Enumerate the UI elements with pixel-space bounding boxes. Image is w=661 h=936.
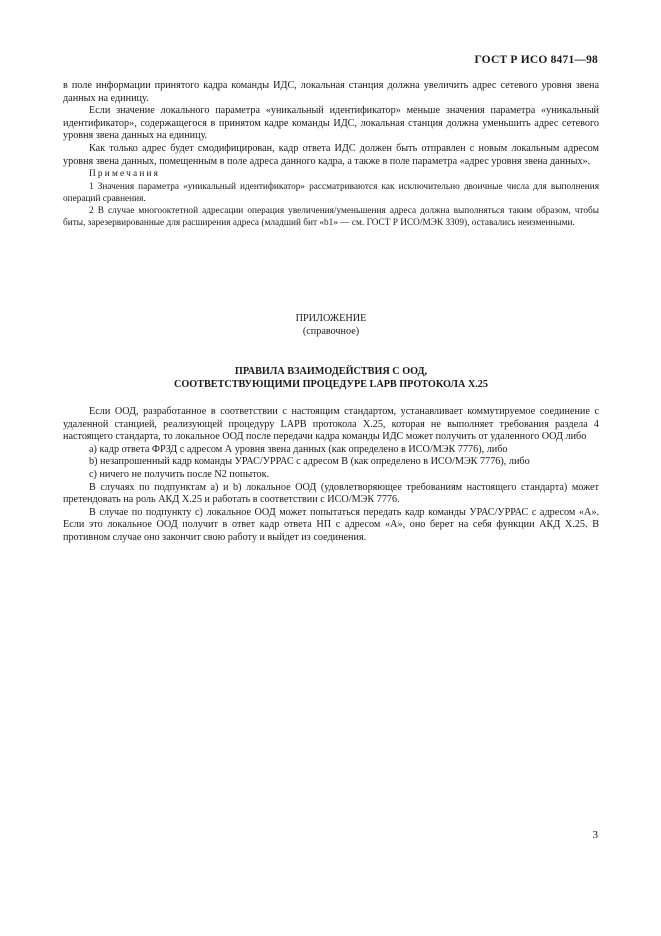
list-item: c) ничего не получить после N2 попыток. xyxy=(89,468,270,480)
document-header: ГОСТ Р ИСО 8471—98 xyxy=(474,54,598,66)
note-item: 1 Значения параметра «уникальный идентификатор» рассматриваются как исключительно двоичные числа для выполнения операций сравнения. xyxy=(63,181,599,204)
paragraph: в поле информации принятого кадра команды ИДС, локальная станция должна увеличить адрес сетевого уровня звена данных на единицу. xyxy=(63,80,599,104)
appendix-text xyxy=(63,406,599,545)
paragraph: Если ООД, разработанное в соответствии с настоящим стандартом, устанавливает коммутируемое соединение с удаленной станцией, реализующей процедуру LAPB протокола X.25, которая не выполняет требования раздела 4 настоящего стандарта, то локальное ООД после передачи кадра команды ИДС может получить от удаленного ООД либо xyxy=(63,406,599,443)
paragraph: В случае по подпункту с) локальное ООД может попытаться передать кадр команды УРАС/УРРАС с адресом «А». Если это локальное ООД получит в ответ кадр ответа НП с адресом «А», оно берет на себя функции АКД X.25. В противном случае оно закончит свою работу и выйдет из соединения. xyxy=(63,506,599,543)
note-item: 2 В случае многооктетной адресации операция увеличения/уменьшения адреса должна выполняться таким образом, чтобы биты, зарезервированные для расширения адреса (младший бит «b1» — см. ГОСТ Р ИСО/МЭК 3309), оставались неизменными. xyxy=(63,206,599,229)
appendix-title xyxy=(63,366,599,391)
appendix-heading xyxy=(63,313,599,338)
appendix-title-line: СООТВЕТСТВУЮЩИМИ ПРОЦЕДУРЕ LAPB ПРОТОКОЛА X.25 xyxy=(173,378,488,390)
list-item: a) кадр ответа ФРЗД с адресом А уровня звена данных (как определено в ИСО/МЭК 7776), либо xyxy=(89,443,508,455)
appendix-title-line: ПРАВИЛА ВЗАИМОДЕЙСТВИЯ С ООД, xyxy=(234,366,428,377)
paragraph: В случаях по подпунктам а) и b) локальное ООД (удовлетворяющее требованиям настоящего стандарта) может претендовать на роль АКД X.25 и работать в соответствии с ИСО/МЭК 7776. xyxy=(63,481,599,506)
page-number: 3 xyxy=(592,829,598,841)
paragraph: Если значение локального параметра «уникальный идентификатор» меньше значения параметра «уникальный идентификатор», содержащегося в принятом кадре команды ИДС, локальная станция должна уменьшить адрес сетевого уровня звена данных на единицу. xyxy=(63,105,599,142)
appendix-label: ПРИЛОЖЕНИЕ xyxy=(295,313,367,324)
appendix-type: (справочное) xyxy=(302,325,360,337)
list-item: b) незапрошенный кадр команды УРАС/УРРАС с адресом В (как определено в ИСО/МЭК 7776), либо xyxy=(89,456,530,468)
main-text xyxy=(63,80,599,230)
notes-heading: Примечания xyxy=(89,169,161,180)
paragraph: Как только адрес будет смодифицирован, кадр ответа ИДС должен быть отправлен с новым локальным адресом уровня звена данных, помещенным в поле адреса данного кадра, а также в поле параметра «адрес уровня звена данных». xyxy=(63,142,599,167)
